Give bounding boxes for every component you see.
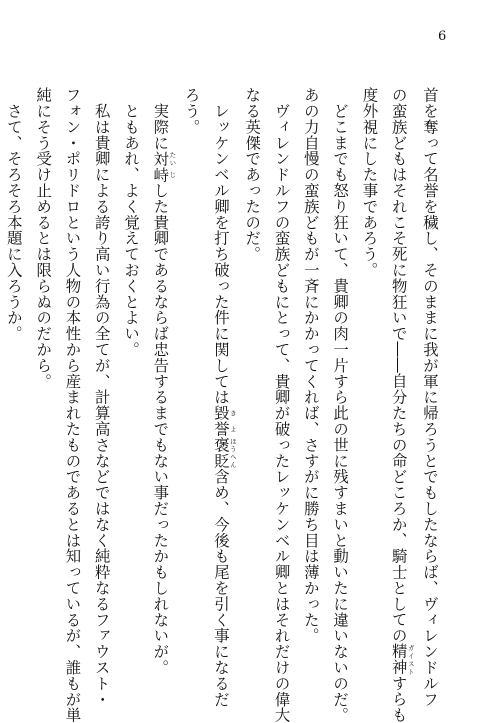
text-line: 実際に対 たい峙 じした貴卿であるならば忠告するまでもない事だったかもしれないが。 (151, 87, 177, 676)
ruby-annotation: 誉 よ (211, 420, 237, 437)
text-line: なる英傑であったのだ。 (243, 87, 262, 262)
text-line: ろう。 (182, 87, 201, 135)
ruby-annotation: 対 たい (151, 150, 177, 167)
page-number: 6 (438, 29, 447, 44)
text-line: フォン・ポリドロという人物の本性から産まれたものであるとは知っているが、誰もが単 (63, 87, 82, 723)
text-line: あの力自慢の蛮族どもが一斉にかかってくれば、さすがに勝ち目は薄かった。 (301, 87, 320, 644)
text-line: 純にそう受け止めるとは限らぬのだから。 (34, 87, 53, 390)
text-line: レッケンベル卿を打ち破った件に関しては毀 き誉 よ褒 ほう貶 へん含め、今後も尾を引く事になるだ (211, 87, 237, 708)
text-line: ヴィレンドルフの蛮族どもにとって、貴卿が破ったレッケンベル卿とはそれだけの偉大 (272, 87, 291, 723)
novel-body-text (0, 87, 444, 723)
text-line: 度外視にした事であろう。 (360, 87, 379, 278)
ruby-annotation: 精神 ガイスト (389, 643, 415, 676)
ruby-annotation: 貶 へん (211, 452, 237, 469)
text-line: さて、そろそろ本題に入ろうか。 (4, 87, 23, 342)
text-line: 首を奪って名誉を穢し、そのままに我が軍に帰ろうとでもしたならば、ヴィレンドルフ (421, 87, 439, 708)
ruby-annotation: 峙 じ (151, 166, 177, 183)
text-line: の蛮族どもはそれこそ死に物狂いで――自分たちの命どころか、騎士としての精神 ガイストすらも (389, 87, 415, 723)
text-line: ともあれ、よく覚えておくとよい。 (122, 87, 141, 358)
ruby-annotation: 褒 ほう (211, 436, 237, 453)
ruby-annotation: 毀 き (211, 405, 237, 421)
text-line: どこまでも怒り狂いて、貴卿の肉一片すら此の世に残すまいと動いたに違いないのだ。 (331, 87, 350, 723)
text-line: 私は貴卿による誇り高い行為の全てが、計算高さなどではなく純粋なるファウスト・ (92, 87, 111, 708)
